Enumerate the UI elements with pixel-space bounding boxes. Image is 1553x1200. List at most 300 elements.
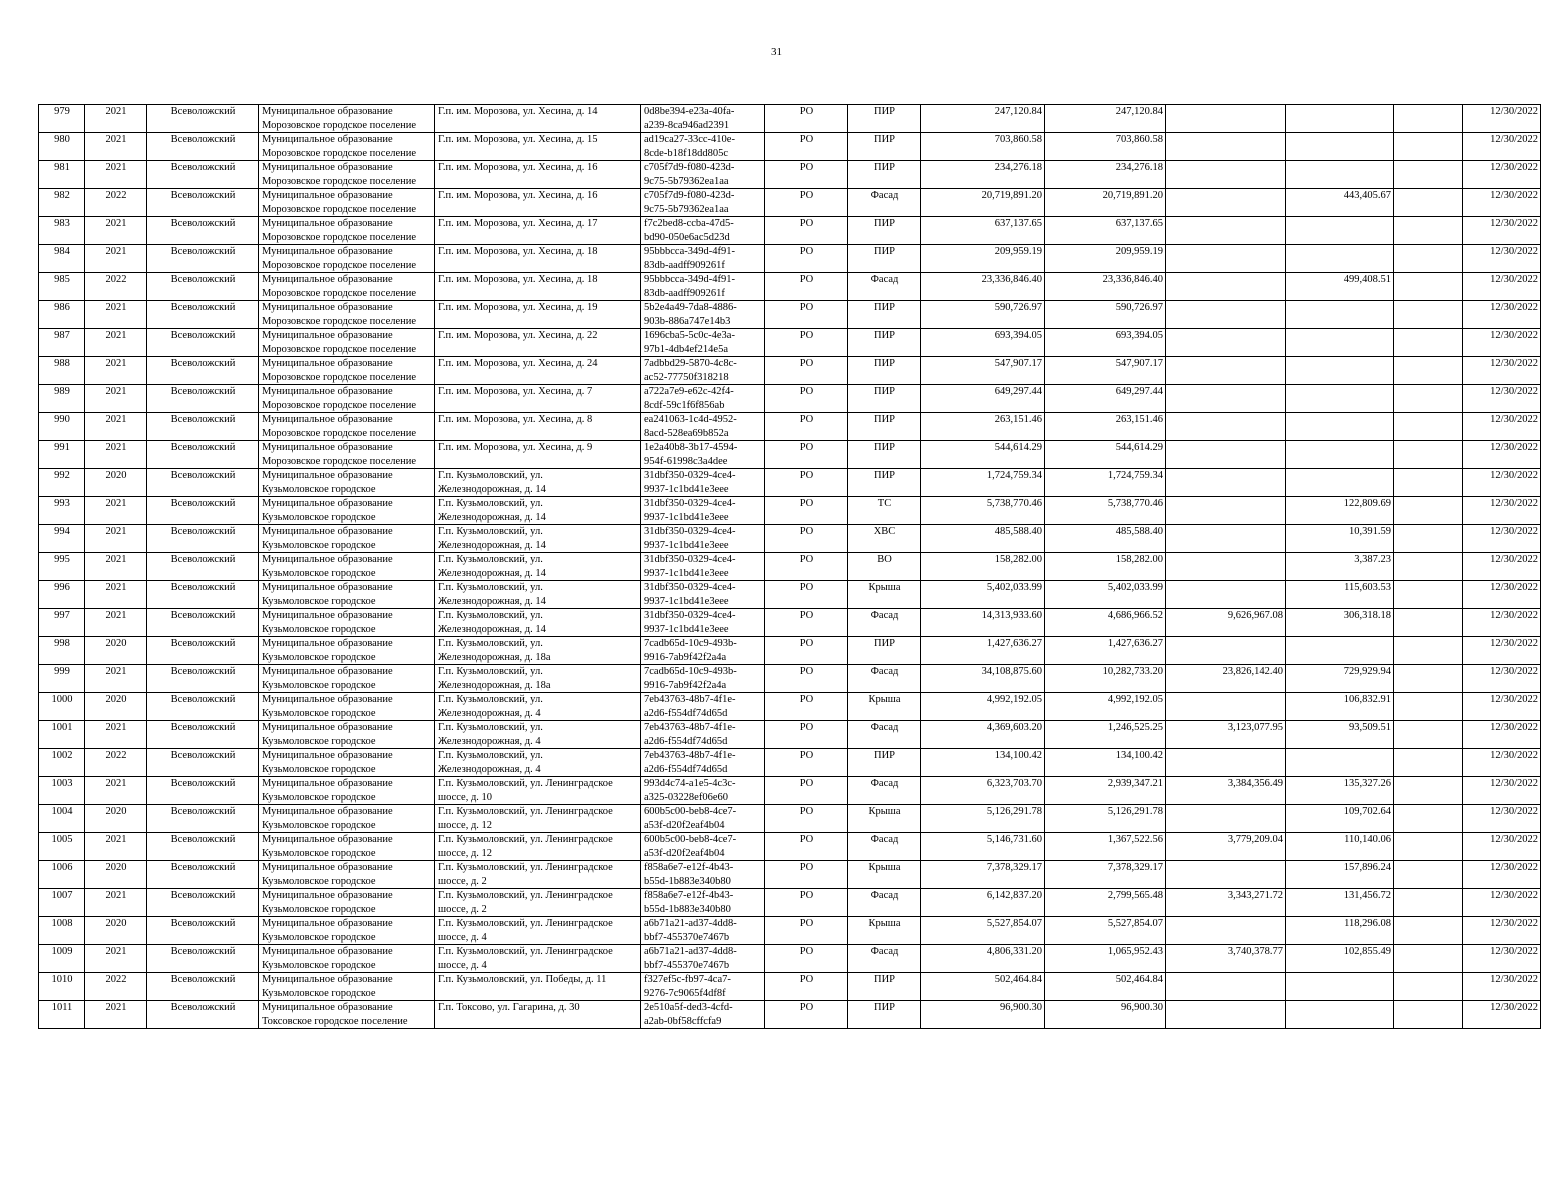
cell-municipality: [259, 693, 435, 721]
cell-empty: [1394, 721, 1463, 749]
table-row: [39, 889, 1541, 917]
cell-empty: [1394, 1001, 1463, 1029]
cell-district-text: Всеволожский: [170, 974, 236, 985]
cell-fund-2: [1166, 889, 1286, 917]
cell-date: [1463, 693, 1541, 721]
cell-total-cost: [921, 665, 1045, 693]
cell-fund-3-text: 3,387.23: [1354, 554, 1391, 565]
cell-year: [85, 217, 147, 245]
cell-municipality: [259, 665, 435, 693]
cell-municipality: [259, 161, 435, 189]
cell-row-number: [39, 665, 85, 693]
cell-address: [435, 385, 641, 413]
cell-fund-3-text: 109,702.64: [1343, 806, 1391, 817]
cell-fund-3: [1286, 945, 1394, 973]
cell-district: [147, 665, 259, 693]
cell-work-type-text: Фасад: [870, 946, 899, 957]
cell-source-text: РО: [799, 190, 814, 201]
cell-address: [435, 693, 641, 721]
cell-total-cost-text: 485,588.40: [994, 526, 1042, 537]
cell-empty: [1394, 273, 1463, 301]
cell-year: [85, 161, 147, 189]
cell-source: [765, 385, 848, 413]
cell-work-type: [848, 917, 921, 945]
cell-district: [147, 889, 259, 917]
cell-total-cost-text: 6,142,837.20: [986, 890, 1042, 901]
cell-house-id: [641, 609, 765, 637]
cell-municipality: [259, 105, 435, 133]
cell-year-text: 2021: [105, 722, 127, 733]
cell-work-type: [848, 1001, 921, 1029]
cell-total-cost: [921, 973, 1045, 1001]
cell-total-cost: [921, 329, 1045, 357]
cell-work-type: [848, 581, 921, 609]
cell-date-text: 12/30/2022: [1490, 974, 1538, 985]
cell-municipality-text: Муниципальное образование: [262, 806, 393, 817]
cell-fund-1: [1045, 301, 1166, 329]
cell-house-id-text: f858a6e7-e12f-4b43-: [644, 862, 734, 873]
cell-source-text: РО: [799, 862, 814, 873]
cell-municipality: [259, 329, 435, 357]
cell-work-type-text: Фасад: [870, 890, 899, 901]
cell-year-text: 2021: [105, 666, 127, 677]
cell-total-cost-text: 1,427,636.27: [986, 638, 1042, 649]
cell-year: [85, 413, 147, 441]
cell-fund-2: [1166, 441, 1286, 469]
cell-year: [85, 581, 147, 609]
cell-municipality-text: Кузьмоловское городское: [262, 987, 376, 999]
cell-address: [435, 777, 641, 805]
cell-empty: [1394, 161, 1463, 189]
cell-row-number: [39, 917, 85, 945]
cell-date-text: 12/30/2022: [1490, 134, 1538, 145]
cell-district: [147, 581, 259, 609]
cell-house-id-text: 7cadb65d-10c9-493b-: [644, 666, 737, 677]
cell-source: [765, 189, 848, 217]
cell-municipality: [259, 637, 435, 665]
cell-municipality-text: Муниципальное образование: [262, 582, 393, 593]
cell-date-text: 12/30/2022: [1490, 358, 1538, 369]
cell-work-type: [848, 889, 921, 917]
cell-address-text: Г.п. Кузьмоловский, ул. Победы, д. 11: [438, 974, 607, 985]
cell-date: [1463, 525, 1541, 553]
cell-address: [435, 861, 641, 889]
cell-year-text: 2020: [105, 862, 127, 873]
cell-address: [435, 245, 641, 273]
cell-district-text: Всеволожский: [170, 806, 236, 817]
table-row: [39, 385, 1541, 413]
cell-fund-3: [1286, 1001, 1394, 1029]
cell-house-id-text: a722a7e9-e62c-42f4-: [644, 386, 734, 397]
cell-house-id: [641, 161, 765, 189]
cell-date-text: 12/30/2022: [1490, 778, 1538, 789]
cell-municipality: [259, 497, 435, 525]
cell-district-text: Всеволожский: [170, 862, 236, 873]
cell-work-type: [848, 161, 921, 189]
cell-work-type: [848, 245, 921, 273]
cell-date-text: 12/30/2022: [1490, 666, 1538, 677]
cell-municipality-text: Муниципальное образование: [262, 330, 393, 341]
cell-fund-3: [1286, 581, 1394, 609]
cell-address-text: Г.п. им. Морозова, ул. Хесина, д. 15: [438, 134, 598, 145]
cell-municipality-text: Морозовское городское поселение: [262, 343, 417, 355]
cell-municipality-text: Муниципальное образование: [262, 246, 393, 257]
cell-address-text: Г.п. Кузьмоловский, ул.: [438, 526, 543, 537]
cell-year-text: 2020: [105, 470, 127, 481]
cell-address-text: Г.п. Кузьмоловский, ул. Ленинградское: [438, 890, 613, 901]
cell-year: [85, 749, 147, 777]
cell-fund-3: [1286, 777, 1394, 805]
cell-year-text: 2021: [105, 386, 127, 397]
cell-work-type-text: ХВС: [873, 526, 896, 537]
cell-municipality-text: Кузьмоловское городское: [262, 483, 376, 495]
cell-empty: [1394, 413, 1463, 441]
cell-total-cost: [921, 133, 1045, 161]
cell-district: [147, 637, 259, 665]
cell-municipality-text: Морозовское городское поселение: [262, 371, 417, 383]
cell-year: [85, 889, 147, 917]
cell-address-text: Железнодорожная, д. 14: [438, 623, 546, 635]
cell-source-text: РО: [799, 694, 814, 705]
cell-year: [85, 497, 147, 525]
cell-fund-3: [1286, 105, 1394, 133]
cell-address: [435, 497, 641, 525]
cell-date-text: 12/30/2022: [1490, 554, 1538, 565]
cell-empty: [1394, 665, 1463, 693]
cell-fund-1: [1045, 469, 1166, 497]
cell-total-cost-text: 649,297.44: [994, 386, 1042, 397]
cell-fund-2: [1166, 581, 1286, 609]
cell-row-number: [39, 217, 85, 245]
cell-house-id-text: 0d8be394-e23a-40fa-: [644, 106, 735, 117]
cell-fund-1: [1045, 189, 1166, 217]
cell-empty: [1394, 245, 1463, 273]
cell-work-type: [848, 609, 921, 637]
cell-fund-3: [1286, 749, 1394, 777]
cell-row-number: [39, 357, 85, 385]
cell-date: [1463, 329, 1541, 357]
cell-row-number: [39, 329, 85, 357]
cell-house-id-text: 1e2a40b8-3b17-4594-: [644, 442, 738, 453]
cell-fund-3-text: 93,509.51: [1349, 722, 1391, 733]
cell-house-id-text: 8cdf-59c1f6f856ab: [644, 399, 725, 411]
cell-house-id-text: c705f7d9-f080-423d-: [644, 190, 735, 201]
cell-fund-2: [1166, 329, 1286, 357]
cell-year-text: 2022: [105, 274, 127, 285]
cell-empty: [1394, 973, 1463, 1001]
cell-municipality: [259, 273, 435, 301]
cell-row-number-text: 1002: [51, 750, 73, 761]
cell-source: [765, 861, 848, 889]
cell-total-cost: [921, 357, 1045, 385]
cell-date: [1463, 189, 1541, 217]
cell-total-cost: [921, 749, 1045, 777]
cell-date-text: 12/30/2022: [1490, 862, 1538, 873]
cell-house-id-text: 95bbbcca-349d-4f91-: [644, 246, 735, 257]
table-row: [39, 105, 1541, 133]
cell-total-cost: [921, 189, 1045, 217]
cell-address: [435, 917, 641, 945]
cell-fund-3: [1286, 973, 1394, 1001]
cell-fund-2-text: 23,826,142.40: [1222, 666, 1283, 677]
cell-source: [765, 889, 848, 917]
cell-year: [85, 189, 147, 217]
cell-municipality: [259, 469, 435, 497]
table-row: [39, 133, 1541, 161]
cell-district-text: Всеволожский: [170, 162, 236, 173]
cell-address: [435, 441, 641, 469]
cell-work-type: [848, 833, 921, 861]
cell-work-type-text: ПИР: [873, 134, 895, 145]
cell-address-text: Железнодорожная, д. 14: [438, 483, 546, 495]
cell-fund-3: [1286, 637, 1394, 665]
cell-district-text: Всеволожский: [170, 246, 236, 257]
cell-municipality-text: Морозовское городское поселение: [262, 147, 417, 159]
cell-municipality-text: Муниципальное образование: [262, 106, 393, 117]
cell-year-text: 2021: [105, 246, 127, 257]
cell-house-id-text: b55d-1b883e340b80: [644, 875, 731, 887]
cell-fund-3: [1286, 917, 1394, 945]
cell-source-text: РО: [799, 834, 814, 845]
cell-row-number-text: 992: [54, 470, 70, 481]
cell-fund-1-text: 485,588.40: [1115, 526, 1163, 537]
cell-total-cost: [921, 301, 1045, 329]
cell-house-id-text: 7eb43763-48b7-4f1e-: [644, 722, 736, 733]
cell-fund-1: [1045, 133, 1166, 161]
cell-year-text: 2022: [105, 190, 127, 201]
cell-empty: [1394, 693, 1463, 721]
cell-district-text: Всеволожский: [170, 834, 236, 845]
cell-work-type: [848, 189, 921, 217]
cell-municipality-text: Муниципальное образование: [262, 302, 393, 313]
cell-source: [765, 245, 848, 273]
cell-work-type-text: ПИР: [873, 638, 895, 649]
cell-municipality-text: Муниципальное образование: [262, 638, 393, 649]
cell-row-number-text: 993: [54, 498, 70, 509]
cell-fund-3: [1286, 161, 1394, 189]
cell-house-id-text: f327ef5c-fb97-4ca7-: [644, 974, 731, 985]
cell-house-id: [641, 777, 765, 805]
cell-fund-3: [1286, 329, 1394, 357]
cell-house-id-text: a2d6-f554df74d65d: [644, 763, 728, 775]
cell-work-type-text: Фасад: [870, 666, 899, 677]
cell-fund-1-text: 1,367,522.56: [1107, 834, 1163, 845]
cell-total-cost: [921, 105, 1045, 133]
cell-address-text: Железнодорожная, д. 14: [438, 567, 546, 579]
cell-total-cost-text: 4,806,331.20: [986, 946, 1042, 957]
cell-address-text: шоссе, д. 4: [438, 931, 487, 943]
cell-source-text: РО: [799, 610, 814, 621]
cell-source-text: РО: [799, 778, 814, 789]
cell-fund-1: [1045, 637, 1166, 665]
cell-municipality-text: Муниципальное образование: [262, 610, 393, 621]
cell-house-id-text: 8cde-b18f18dd805c: [644, 147, 728, 159]
cell-address-text: Г.п. им. Морозова, ул. Хесина, д. 18: [438, 246, 598, 257]
table-row: [39, 581, 1541, 609]
cell-fund-3-text: 157,896.24: [1343, 862, 1391, 873]
cell-house-id-text: 8acd-528ea69b852a: [644, 427, 729, 439]
cell-row-number: [39, 161, 85, 189]
cell-year: [85, 357, 147, 385]
cell-municipality-text: Муниципальное образование: [262, 274, 393, 285]
cell-address-text: Г.п. Токсово, ул. Гагарина, д. 30: [438, 1002, 580, 1013]
cell-house-id: [641, 413, 765, 441]
cell-municipality-text: Морозовское городское поселение: [262, 119, 417, 131]
cell-year-text: 2021: [105, 526, 127, 537]
cell-fund-2: [1166, 357, 1286, 385]
cell-source-text: РО: [799, 162, 814, 173]
cell-fund-3: [1286, 861, 1394, 889]
cell-address-text: Г.п. им. Морозова, ул. Хесина, д. 18: [438, 274, 598, 285]
cell-municipality-text: Кузьмоловское городское: [262, 931, 376, 943]
cell-row-number: [39, 861, 85, 889]
cell-house-id-text: 83db-aadff909261f: [644, 259, 725, 271]
cell-district-text: Всеволожский: [170, 274, 236, 285]
cell-address-text: Железнодорожная, д. 4: [438, 707, 541, 719]
cell-fund-1-text: 590,726.97: [1115, 302, 1163, 313]
cell-fund-1-text: 1,246,525.25: [1107, 722, 1163, 733]
cell-district: [147, 1001, 259, 1029]
cell-date: [1463, 161, 1541, 189]
cell-municipality-text: Муниципальное образование: [262, 750, 393, 761]
cell-fund-1: [1045, 609, 1166, 637]
cell-row-number: [39, 973, 85, 1001]
cell-date: [1463, 469, 1541, 497]
cell-year-text: 2021: [105, 946, 127, 957]
cell-municipality: [259, 861, 435, 889]
cell-date: [1463, 1001, 1541, 1029]
cell-house-id-text: ea241063-1c4d-4952-: [644, 414, 737, 425]
cell-address-text: шоссе, д. 12: [438, 847, 493, 859]
cell-date: [1463, 217, 1541, 245]
cell-municipality: [259, 385, 435, 413]
cell-district: [147, 553, 259, 581]
cell-work-type: [848, 273, 921, 301]
cell-work-type-text: Крыша: [868, 862, 901, 873]
cell-address-text: Железнодорожная, д. 4: [438, 763, 541, 775]
cell-fund-3: [1286, 525, 1394, 553]
cell-district: [147, 609, 259, 637]
cell-house-id-text: 954f-61998c3a4dee: [644, 455, 728, 467]
table-row: [39, 609, 1541, 637]
cell-total-cost: [921, 889, 1045, 917]
cell-year: [85, 609, 147, 637]
cell-date: [1463, 637, 1541, 665]
cell-district-text: Всеволожский: [170, 106, 236, 117]
cell-fund-3: [1286, 693, 1394, 721]
cell-address-text: Г.п. им. Морозова, ул. Хесина, д. 16: [438, 162, 598, 173]
cell-fund-1-text: 544,614.29: [1115, 442, 1163, 453]
cell-district-text: Всеволожский: [170, 358, 236, 369]
cell-fund-3: [1286, 805, 1394, 833]
cell-address-text: Г.п. им. Морозова, ул. Хесина, д. 24: [438, 358, 598, 369]
cell-source: [765, 805, 848, 833]
cell-year: [85, 917, 147, 945]
cell-date-text: 12/30/2022: [1490, 246, 1538, 257]
cell-row-number-text: 989: [54, 386, 70, 397]
cell-address-text: Г.п. Кузьмоловский, ул.: [438, 694, 543, 705]
cell-row-number-text: 1001: [51, 722, 73, 733]
cell-address-text: Г.п. Кузьмоловский, ул.: [438, 554, 543, 565]
cell-source-text: РО: [799, 246, 814, 257]
cell-address: [435, 273, 641, 301]
cell-year: [85, 133, 147, 161]
table-row: [39, 161, 1541, 189]
cell-work-type-text: ПИР: [873, 106, 895, 117]
cell-address-text: шоссе, д. 10: [438, 791, 493, 803]
cell-house-id: [641, 469, 765, 497]
cell-source-text: РО: [799, 442, 814, 453]
cell-fund-1: [1045, 665, 1166, 693]
cell-address: [435, 1001, 641, 1029]
cell-total-cost-text: 6,323,703.70: [986, 778, 1042, 789]
cell-year-text: 2021: [105, 358, 127, 369]
cell-fund-1-text: 209,959.19: [1115, 246, 1163, 257]
cell-fund-1: [1045, 749, 1166, 777]
cell-address-text: Г.п. им. Морозова, ул. Хесина, д. 9: [438, 442, 593, 453]
cell-fund-1: [1045, 245, 1166, 273]
cell-address-text: Г.п. Кузьмоловский, ул. Ленинградское: [438, 862, 613, 873]
cell-row-number: [39, 805, 85, 833]
cell-work-type: [848, 469, 921, 497]
cell-house-id-text: 600b5c00-beb8-4ce7-: [644, 834, 737, 845]
cell-total-cost: [921, 581, 1045, 609]
cell-fund-3: [1286, 833, 1394, 861]
cell-work-type-text: ПИР: [873, 1002, 895, 1013]
cell-fund-2: [1166, 749, 1286, 777]
cell-address: [435, 469, 641, 497]
cell-date: [1463, 889, 1541, 917]
cell-year-text: 2021: [105, 162, 127, 173]
cell-fund-2: [1166, 273, 1286, 301]
cell-house-id: [641, 273, 765, 301]
cell-district: [147, 777, 259, 805]
cell-date-text: 12/30/2022: [1490, 386, 1538, 397]
cell-row-number: [39, 553, 85, 581]
cell-fund-1-text: 2,799,565.48: [1107, 890, 1163, 901]
cell-work-type: [848, 413, 921, 441]
table-row: [39, 749, 1541, 777]
cell-house-id-text: 9937-1c1bd41e3eee: [644, 567, 729, 579]
cell-source: [765, 609, 848, 637]
cell-address-text: Г.п. Кузьмоловский, ул.: [438, 722, 543, 733]
cell-row-number-text: 1011: [51, 1002, 73, 1013]
cell-house-id: [641, 133, 765, 161]
cell-date-text: 12/30/2022: [1490, 106, 1538, 117]
cell-row-number: [39, 637, 85, 665]
cell-fund-2: [1166, 973, 1286, 1001]
cell-work-type-text: ПИР: [873, 162, 895, 173]
cell-house-id-text: 9916-7ab9f42f2a4a: [644, 679, 727, 691]
cell-work-type-text: ПИР: [873, 470, 895, 481]
cell-address-text: шоссе, д. 2: [438, 903, 487, 915]
cell-house-id-text: f7c2bed8-ccba-47d5-: [644, 218, 734, 229]
cell-total-cost-text: 23,336,846.40: [981, 274, 1042, 285]
cell-row-number-text: 1009: [51, 946, 73, 957]
cell-work-type: [848, 777, 921, 805]
cell-address: [435, 161, 641, 189]
cell-district: [147, 161, 259, 189]
cell-row-number: [39, 413, 85, 441]
cell-fund-2-text: 3,384,356.49: [1227, 778, 1283, 789]
cell-work-type: [848, 721, 921, 749]
table-row: [39, 665, 1541, 693]
cell-source: [765, 357, 848, 385]
cell-date: [1463, 133, 1541, 161]
cell-year: [85, 805, 147, 833]
cell-work-type: [848, 665, 921, 693]
cell-house-id: [641, 105, 765, 133]
